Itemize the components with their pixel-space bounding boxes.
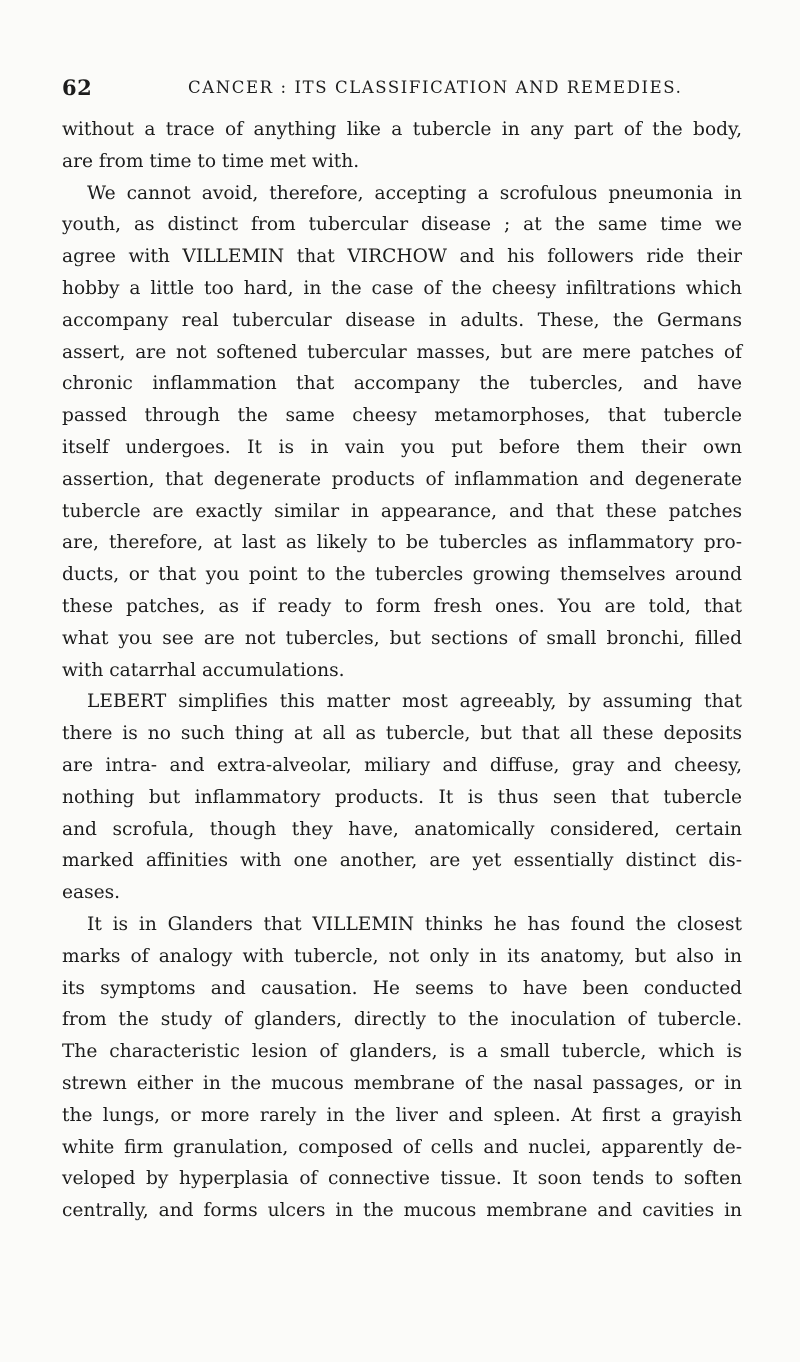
- text-line: the lungs, or more rarely in the liver and spleen. At first a grayish: [62, 1104, 742, 1126]
- text-line: itself undergoes. It is in vain you put before them their own: [62, 436, 742, 458]
- text-line: strewn either in the mucous membrane of the nasal passages, or in: [62, 1072, 742, 1094]
- text-line: these patches, as if ready to form fresh ones. You are told, that: [62, 595, 742, 617]
- text-line: without a trace of anything like a tubercle in any part of the body,: [62, 119, 742, 140]
- running-header: [62, 75, 742, 105]
- text-line: white firm granulation, composed of cells and nuclei, apparently de-: [62, 1136, 742, 1158]
- text-line: marked affinities with one another, are yet essentially distinct dis-: [62, 850, 742, 872]
- text-line: We cannot avoid, therefore, accepting a scrofulous pneumonia in: [87, 182, 742, 204]
- text-line: with catarrhal accumulations.: [62, 659, 345, 681]
- text-line: hobby a little too hard, in the case of the cheesy infiltrations which: [62, 277, 742, 299]
- text-line: its symptoms and causation. He seems to have been conducted: [62, 977, 742, 999]
- text-line: passed through the same cheesy metamorphoses, that tubercle: [62, 405, 742, 427]
- body-text: [62, 114, 742, 1227]
- text-line: assert, are not softened tubercular masses, but are mere patches of: [62, 341, 742, 363]
- text-line: tubercle are exactly similar in appearance, and that these patches: [62, 500, 742, 522]
- text-line: chronic inflammation that accompany the tubercles, and have: [62, 373, 742, 395]
- text-line: are from time to time met with.: [62, 150, 360, 172]
- text-line: there is no such thing at all as tubercle, but that all these deposits: [62, 723, 742, 745]
- text-line: are intra- and extra-alveolar, miliary and diffuse, gray and cheesy,: [62, 754, 742, 776]
- text-line: centrally, and forms ulcers in the mucous membrane and cavities in: [62, 1200, 742, 1222]
- page-number: 62: [62, 75, 93, 100]
- text-line: marks of analogy with tubercle, not only in its anatomy, but also in: [62, 945, 742, 967]
- text-line: accompany real tubercular disease in adults. These, the Germans: [62, 309, 742, 331]
- text-line: veloped by hyperplasia of connective tissue. It soon tends to soften: [62, 1168, 742, 1190]
- text-line: are, therefore, at last as likely to be tubercles as inflammatory pro-: [62, 532, 742, 554]
- text-line: assertion, that degenerate products of inflammation and degenerate: [62, 468, 742, 490]
- text-line: from the study of glanders, directly to the inoculation of tubercle.: [62, 1009, 742, 1031]
- text-line: It is in Glanders that VILLEMIN thinks he has found the closest: [87, 913, 742, 935]
- text-line: nothing but inflammatory products. It is thus seen that tubercle: [62, 786, 742, 808]
- text-line: eases.: [62, 882, 121, 904]
- text-line: The characteristic lesion of glanders, is a small tubercle, which is: [62, 1041, 742, 1063]
- text-line: what you see are not tubercles, but sections of small bronchi, filled: [62, 627, 742, 649]
- text-line: youth, as distinct from tubercular disease ; at the same time we: [62, 214, 742, 236]
- text-line: and scrofula, though they have, anatomically considered, certain: [62, 818, 742, 840]
- running-title: CANCER : ITS CLASSIFICATION AND REMEDIES.: [188, 78, 683, 97]
- text-line: agree with VILLEMIN that VIRCHOW and his followers ride their: [62, 246, 742, 268]
- text-line: LEBERT simplifies this matter most agreeably, by assuming that: [87, 691, 742, 713]
- text-line: ducts, or that you point to the tubercles growing themselves around: [62, 564, 742, 586]
